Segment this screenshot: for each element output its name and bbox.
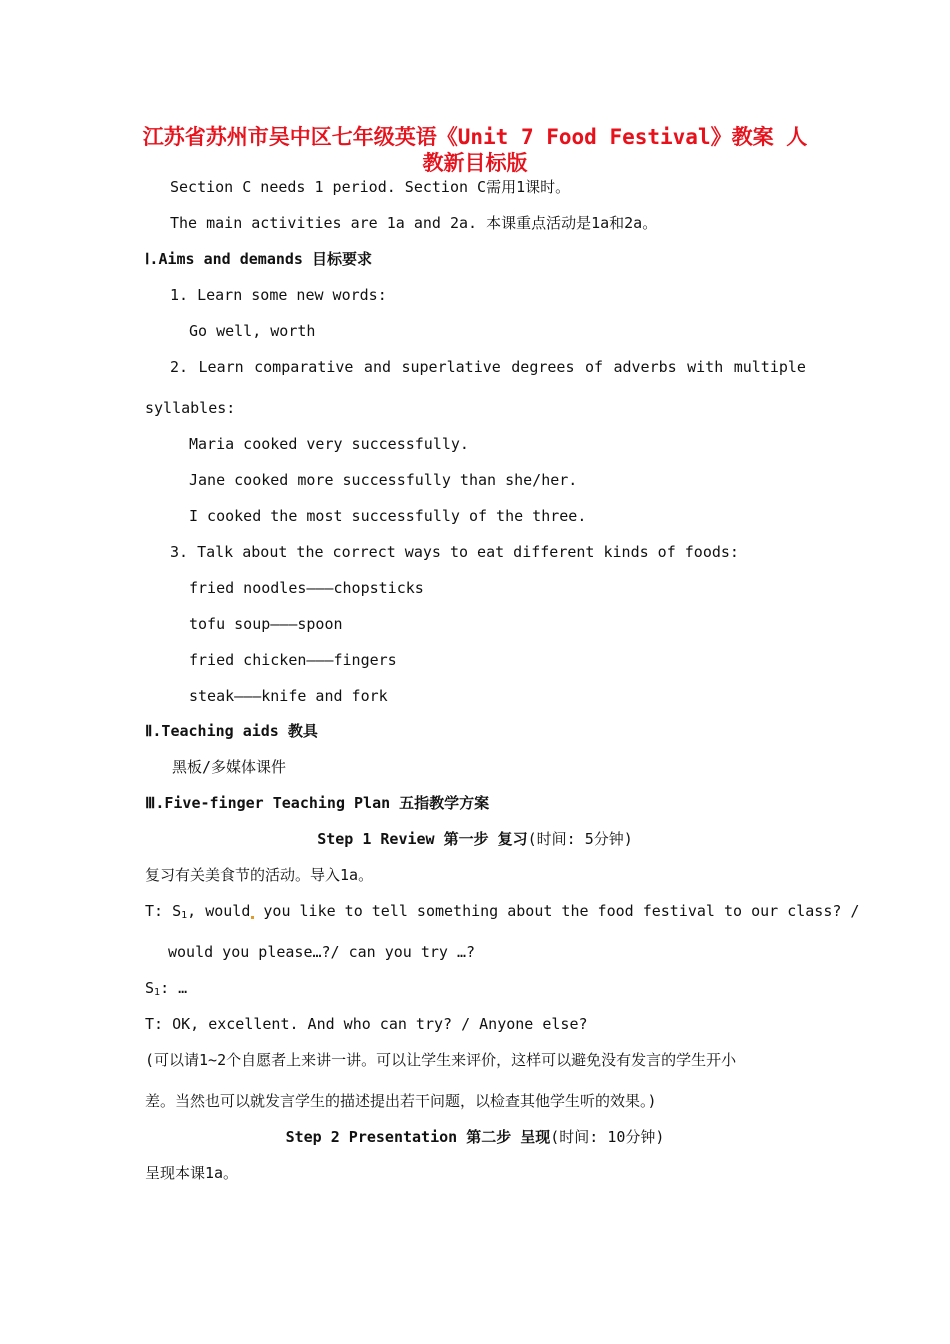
aims-item-2-word: 2. xyxy=(170,358,189,376)
step-2-label: Step 2 Presentation 第二步 呈现 xyxy=(285,1128,551,1146)
example-sentence: Maria cooked very successfully. xyxy=(189,435,469,453)
aims-item-2-word: comparative xyxy=(254,358,354,376)
step-1-note-line-1: (可以请1~2个自愿者上来讲一讲。可以让学生来评价，这样可以避免没有发言的学生开小 xyxy=(145,1051,737,1069)
food-utensil-pair: fried chicken———fingers xyxy=(189,651,397,669)
section-heading-aims: Ⅰ.Aims and demands 目标要求 xyxy=(145,250,372,268)
document-title-line-2: 教新目标版 xyxy=(422,151,528,175)
document-title-line-1: 江苏省苏州市吴中区七年级英语《Unit 7 Food Festival》教案 人 xyxy=(142,125,808,149)
student-line xyxy=(145,978,187,1003)
teacher-line-1-part: you like to tell something about the food festival to our class? / xyxy=(254,902,860,920)
aims-item-3: 3. Talk about the correct ways to eat different kinds of foods: xyxy=(170,543,739,561)
aims-item-1: 1. Learn some new words: xyxy=(170,286,387,304)
speaker-label: S xyxy=(145,979,155,997)
subscript: 1 xyxy=(154,987,161,998)
step-1-label: Step 1 Review 第一步 复习 xyxy=(317,830,528,848)
example-sentence: I cooked the most successfully of the three. xyxy=(189,507,587,525)
example-sentence: Jane cooked more successfully than she/her. xyxy=(189,471,578,489)
teacher-line-1-continuation: would you please…?/ can you try …? xyxy=(168,943,476,961)
aims-item-1-words: Go well, worth xyxy=(189,322,316,340)
food-utensil-pair: fried noodles———chopsticks xyxy=(189,579,424,597)
aims-item-2 xyxy=(170,357,806,377)
teacher-line-2: T: OK, excellent. And who can try? / Anyone else? xyxy=(145,1015,588,1033)
step-1-intro: 复习有关美食节的活动。导入1a。 xyxy=(145,866,374,884)
aims-item-2-word: multiple xyxy=(733,358,806,376)
teacher-line-1-part: , would xyxy=(187,902,251,920)
step-1-time: (时间: 5分钟) xyxy=(527,830,633,848)
subscript: 1 xyxy=(181,910,188,921)
aims-item-2-word: adverbs xyxy=(613,358,677,376)
aims-item-2-word: degrees xyxy=(511,358,575,376)
step-1-heading xyxy=(145,829,805,849)
step-2-heading xyxy=(145,1127,805,1147)
aims-item-2-word: of xyxy=(584,358,603,376)
step-2-intro: 呈现本课1a。 xyxy=(145,1164,239,1182)
speaker-label: T: S xyxy=(145,902,182,920)
teaching-aids-content: 黑板/多媒体课件 xyxy=(172,758,287,776)
intro-period: Section C needs 1 period. Section C需用1课时。 xyxy=(170,178,571,196)
aims-item-2-word: and xyxy=(363,358,392,376)
section-heading-teaching-plan: Ⅲ.Five-finger Teaching Plan 五指教学方案 xyxy=(145,794,490,812)
aims-item-2-word: superlative xyxy=(401,358,501,376)
teacher-line-1 xyxy=(145,901,859,926)
step-2-time: (时间: 10分钟) xyxy=(550,1128,665,1146)
step-1-note-line-2: 差。当然也可以就发言学生的描述提出若干问题，以检查其他学生听的效果。) xyxy=(145,1092,657,1110)
food-utensil-pair: tofu soup———spoon xyxy=(189,615,343,633)
aims-item-2-continuation: syllables: xyxy=(145,399,236,417)
intro-activities: The main activities are 1a and 2a. 本课重点活动是1a和2a。 xyxy=(170,214,658,232)
section-heading-teaching-aids: Ⅱ.Teaching aids 教具 xyxy=(145,722,318,740)
food-utensil-pair: steak———knife and fork xyxy=(189,687,388,705)
aims-item-2-word: with xyxy=(687,358,724,376)
student-line-text: : … xyxy=(160,979,188,997)
aims-item-2-word: Learn xyxy=(198,358,244,376)
